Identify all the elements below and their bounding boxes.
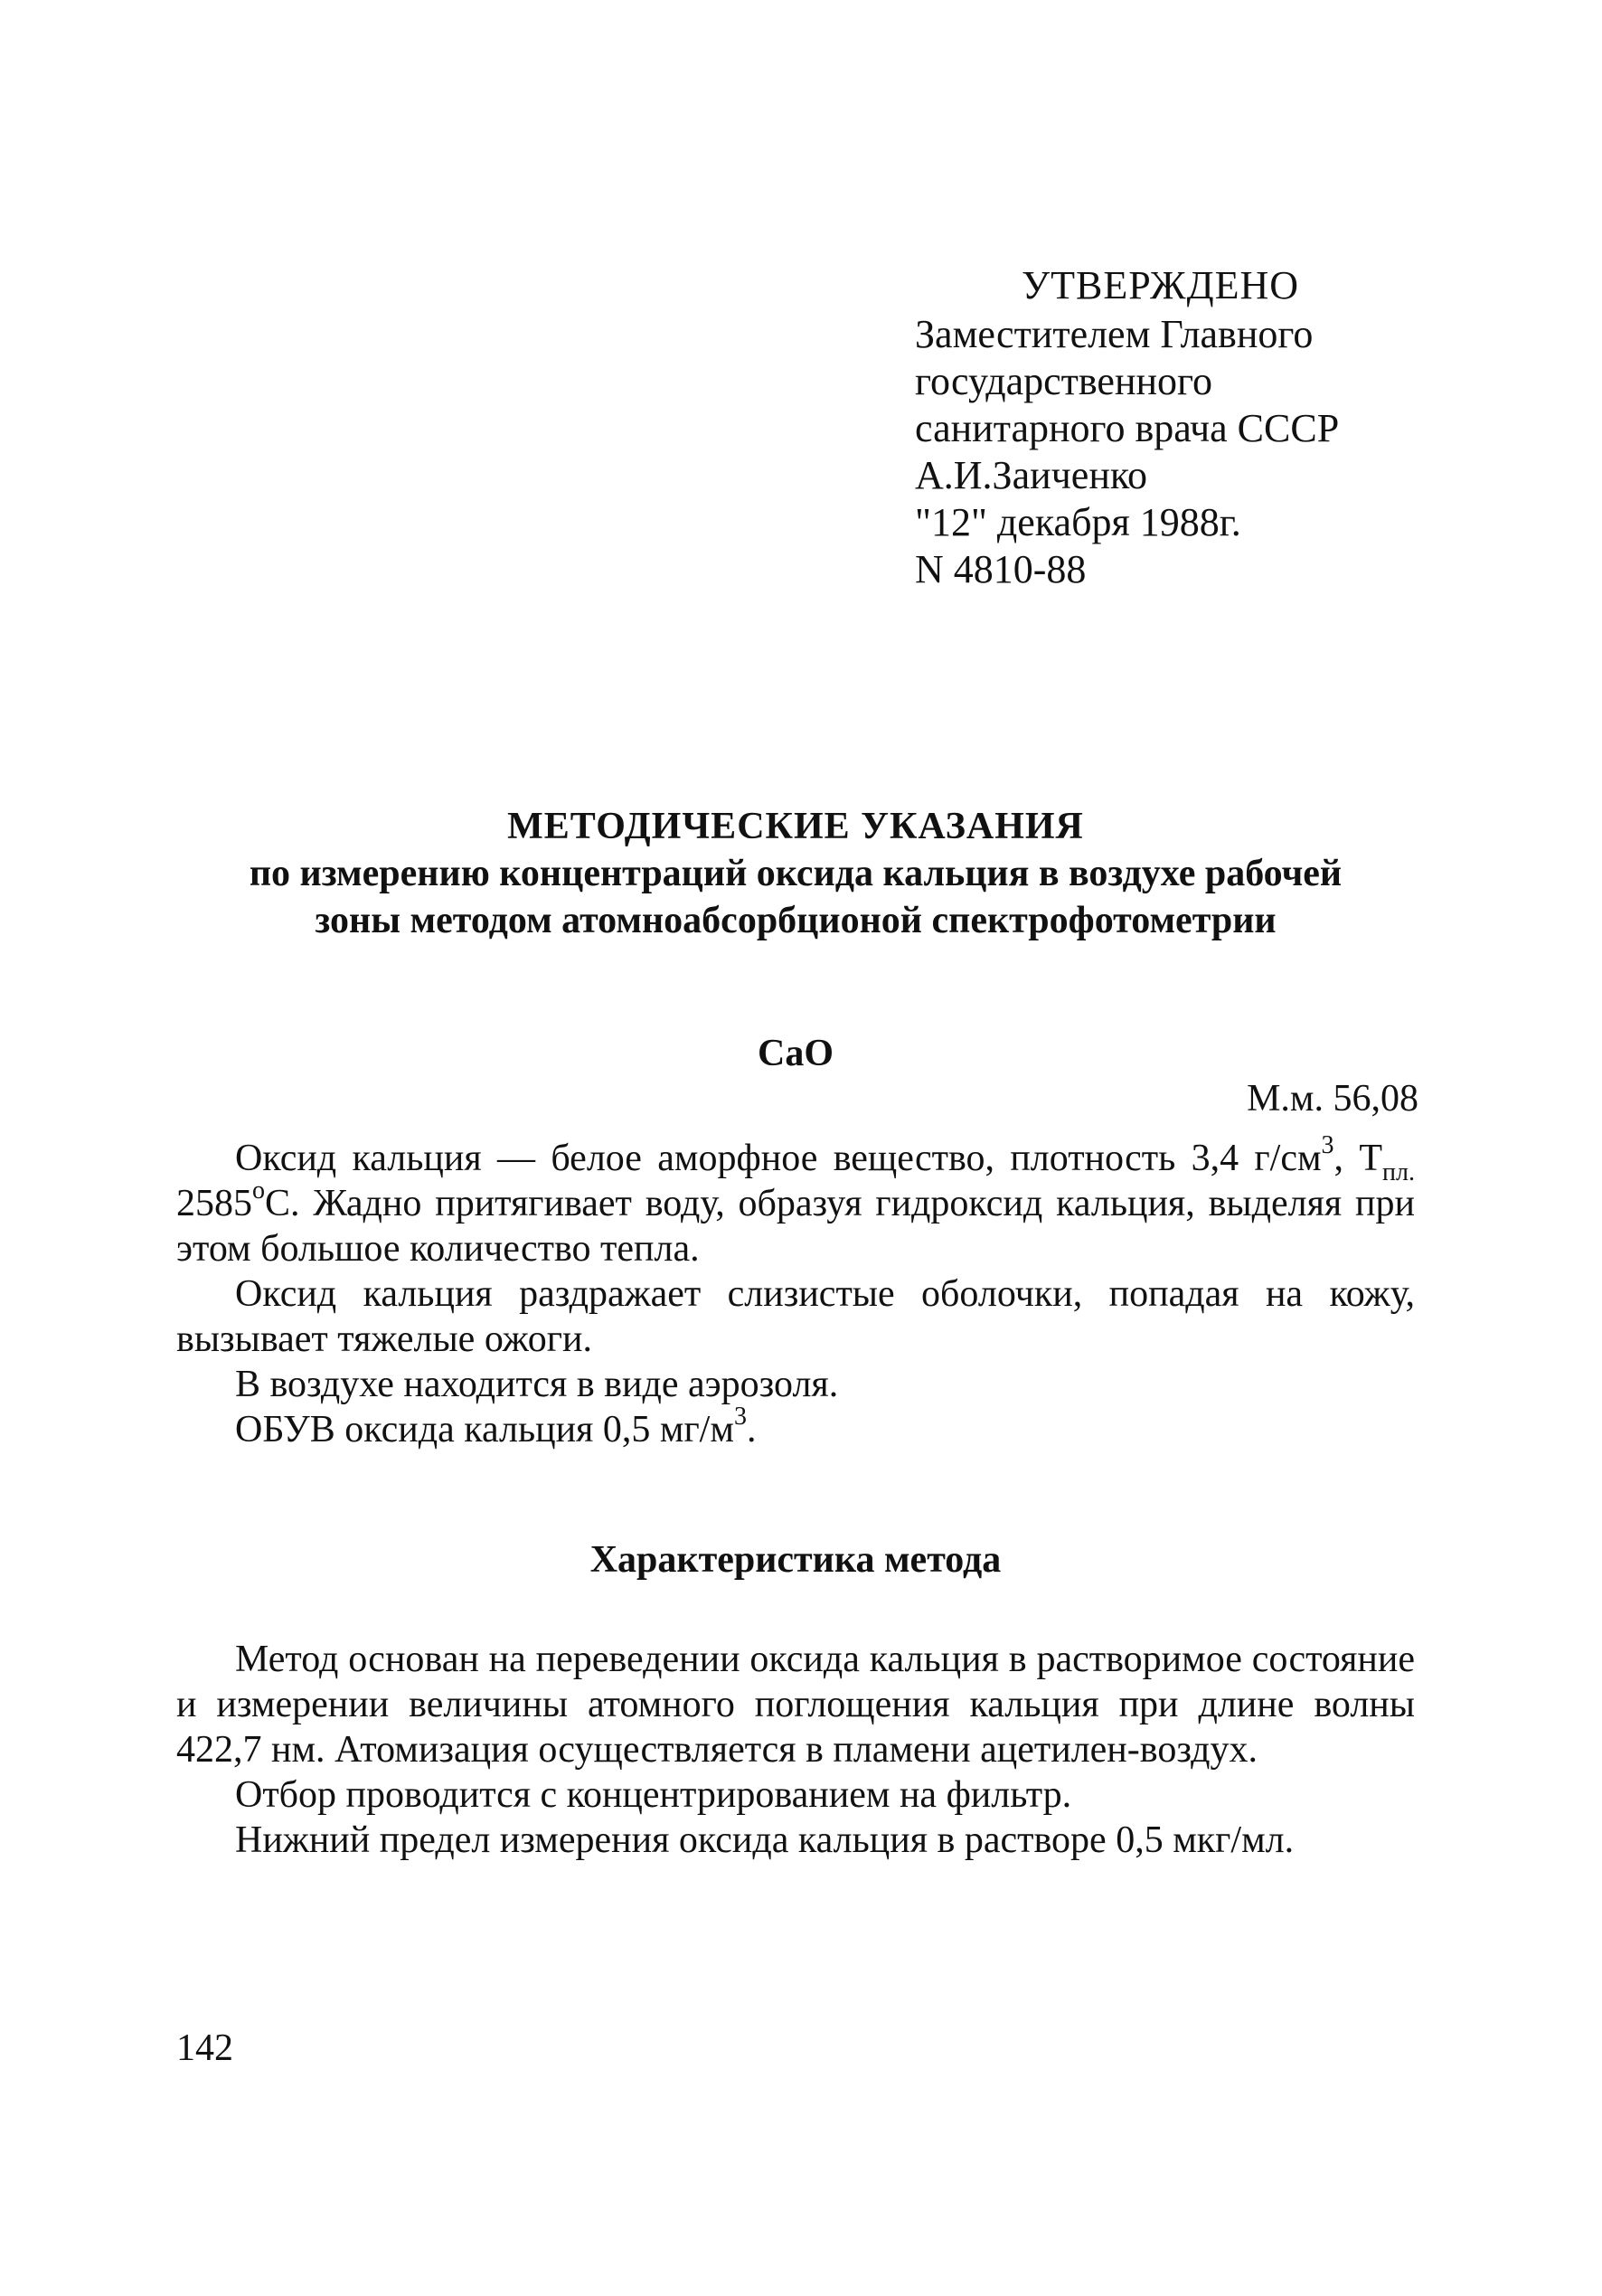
approval-heading: УТВЕРЖДЕНО	[1022, 263, 1300, 307]
section-paragraph-3: Нижний предел измерения оксида кальция в растворе 0,5 мкг/мл.	[235, 1819, 1295, 1861]
intro-paragraph-1: Оксид кальция — белое аморфное вещество, плотность 3,4 $г/см^3$, $Т_{пл.}$ $2585^оС$. Жадно притягивает воду, образуя гидроксид кальция, выделяя при этом большое количество тепла.	[176, 1131, 1416, 1270]
approval-line: государственного	[915, 359, 1212, 403]
approval-line: А.И.Заиченко	[915, 453, 1148, 497]
title-main: МЕТОДИЧЕСКИЕ УКАЗАНИЯ	[507, 806, 1084, 847]
page-number: 142	[176, 2027, 233, 2069]
section-paragraph-1: Метод основан на переведении оксида кальция в растворимое состояние и измерении величины атомного поглощения кальция при длине волны 422,7 нм. Атомизация осуществляется в пламени ацетилен-воздух.	[176, 1639, 1415, 1771]
section-paragraph-2: Отбор проводится с концентрированием на фильтр.	[235, 1774, 1072, 1816]
chemical-formula: CaO	[758, 1033, 834, 1074]
section-title: Характеристика метода	[589, 1539, 1002, 1581]
intro-paragraph-3: В воздухе находится в виде аэрозоля.	[235, 1364, 839, 1405]
title-subtitle-line-2: зоны методом атомноабсорбционой спектрофотометрии	[315, 900, 1277, 941]
intro-paragraph-2: Оксид кальция раздражает слизистые оболочки, попадая на кожу, вызывает тяжелые ожоги.	[176, 1273, 1415, 1360]
document-title	[172, 803, 1419, 944]
intro-paragraph-4: ОБУВ оксида кальция 0,5 $мг/м^3$.	[235, 1403, 757, 1450]
approval-line: Заместителем Главного	[915, 312, 1314, 356]
intro-text	[176, 1131, 1416, 1452]
title-subtitle-line-1: по измерению концентраций оксида кальция в воздухе рабочей	[249, 853, 1343, 894]
approval-number: N 4810-88	[915, 547, 1087, 591]
section-text	[176, 1637, 1415, 1863]
molar-mass: М.м. 56,08	[1247, 1078, 1418, 1120]
approval-line: санитарного врача СССР	[915, 406, 1340, 450]
approval-block	[915, 262, 1475, 593]
approval-date: "12" декабря 1988г.	[915, 500, 1241, 544]
